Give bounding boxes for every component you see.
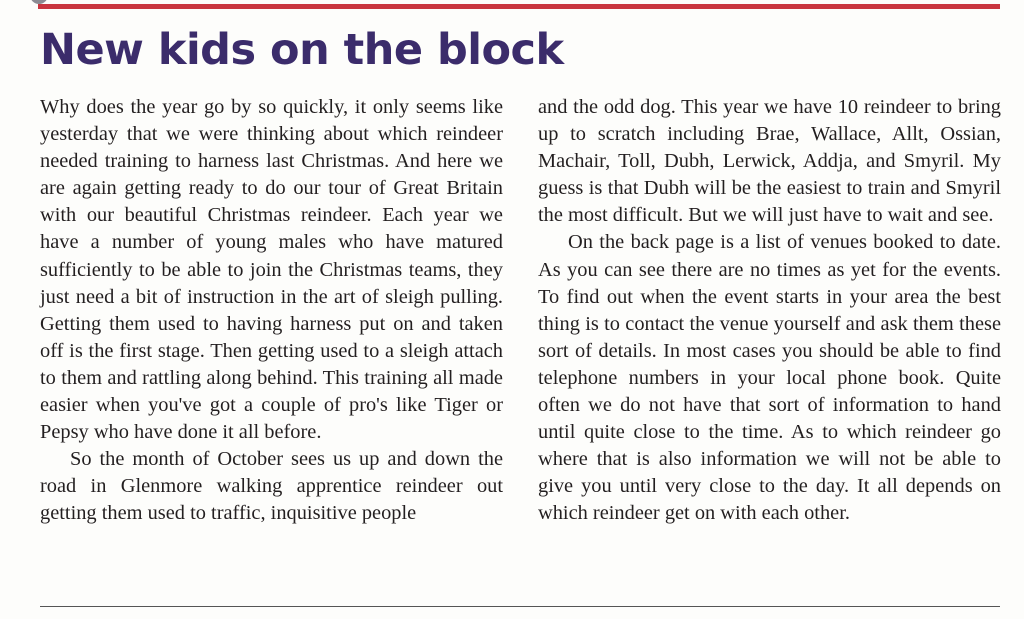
article-headline: New kids on the block: [40, 25, 564, 75]
article-column-left: [40, 94, 503, 528]
header-rule: [38, 4, 1000, 9]
article-column-right: [538, 94, 1001, 528]
right-paragraph-2: On the back page is a list of venues booked to date. As you can see there are no times as yet for the events. To find out when the event starts in your area the best thing is to contact the venue yourself and ask them these sort of details. In most cases you should be able to find telephone numbers in your local phone book. Quite often we do not have that sort of information to hand until quite close to the time. As to which reindeer go where that is also information we will not be able to give you until very close to the day. It all depends on which reindeer get on with each other.: [538, 231, 1001, 525]
right-paragraph-1: and the odd dog. This year we have 10 reindeer to bring up to scratch including Brae, Wallace, Allt, Ossian, Machair, Toll, Dubh, Lerwick, Addja, and Smyril. My guess is that Dubh will be the easiest to train and Smyril the most difficult. But we will just have to wait and see.: [538, 96, 1001, 227]
footer-rule: [40, 606, 1000, 607]
left-paragraph-1: Why does the year go by so quickly, it only seems like yesterday that we were thinking about which reindeer needed training to harness last Christmas. And here we are again getting ready to do our tour of Great Britain with our beautiful Christmas reindeer. Each year we have a number of young males who have matured sufficiently to be able to join the Christmas teams, they just need a bit of instruction in the art of sleigh pulling. Getting them used to having harness put on and taken off is the first stage. Then getting used to a sleigh attach to them and rattling along behind. This training all made easier when you've got a couple of pro's like Tiger or Pepsy who have done it all before.: [40, 96, 503, 444]
left-paragraph-2: So the month of October sees us up and down the road in Glenmore walking apprentice reindeer out getting them used to traffic, inquisitive people: [40, 448, 503, 525]
